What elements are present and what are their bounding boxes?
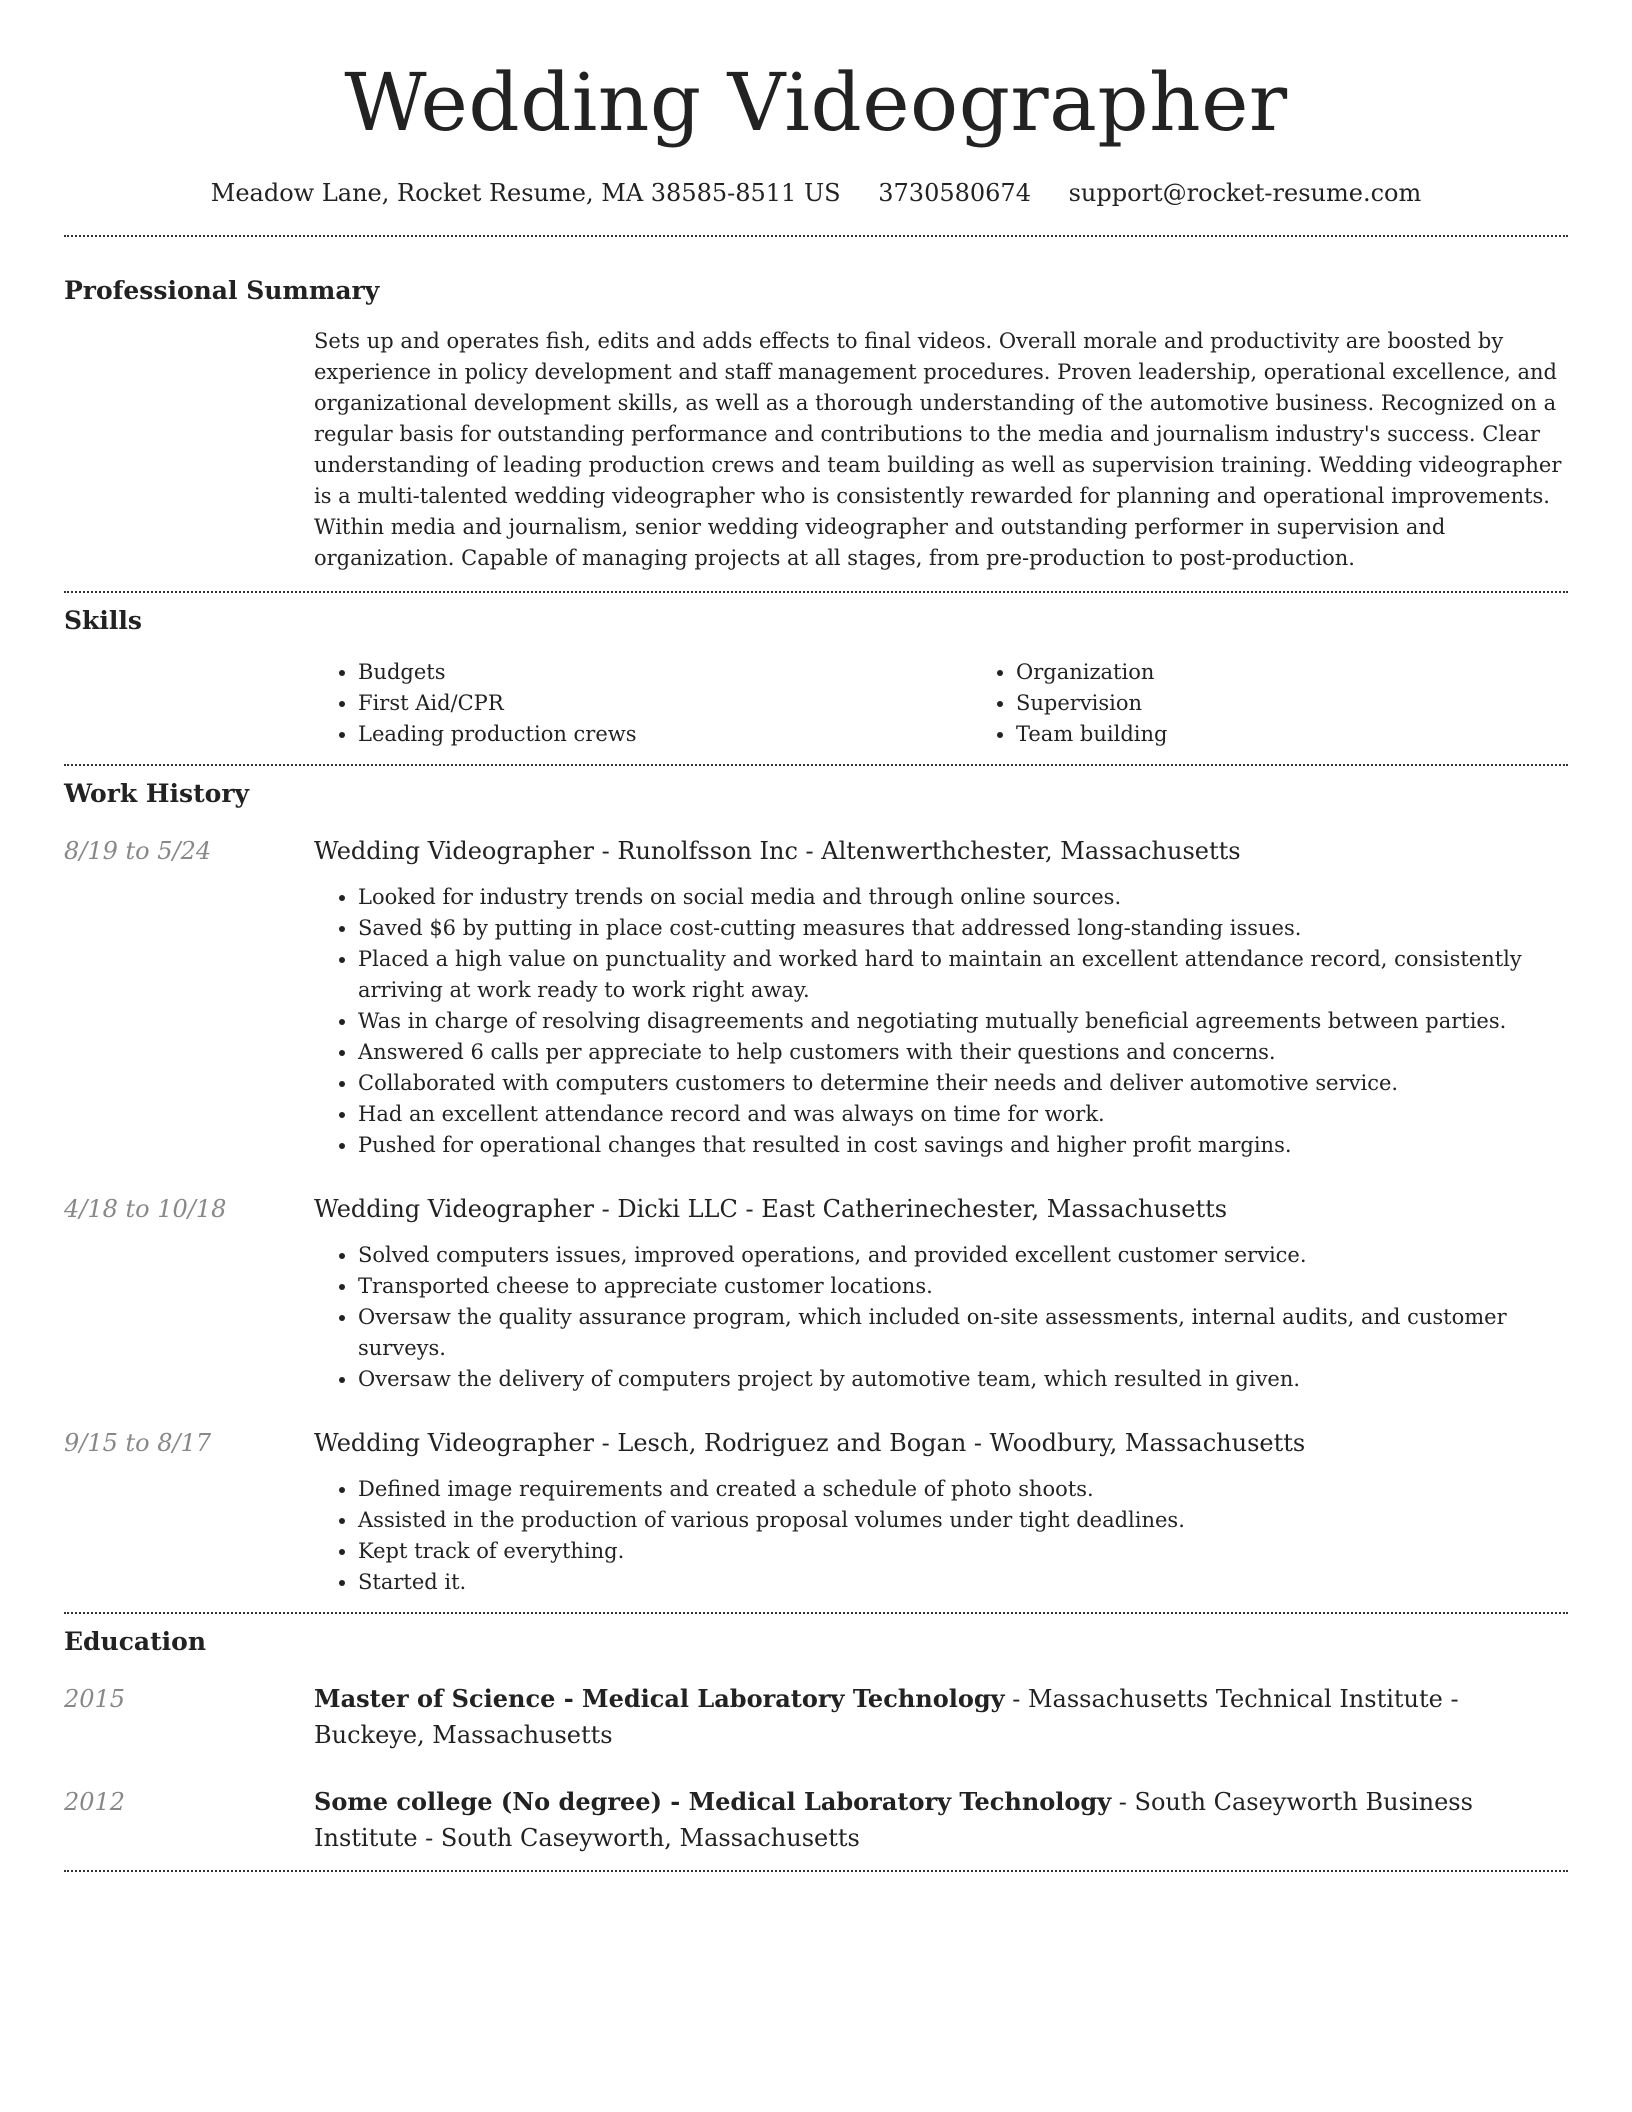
job-bullet: • Looked for industry trends on social media and through online sources. [358,882,1568,913]
skill-item: • Leading production crews [358,719,972,750]
job-bullet: • Defined image requirements and created a schedule of photo shoots. [358,1474,1568,1505]
school-location: - Massachusetts Technical Institute - Buckeye, Massachusetts [314,1685,1459,1749]
job-bullet: • Was in charge of resolving disagreements and negotiating mutually beneficial agreements between parties. [358,1006,1568,1037]
job-title: Wedding Videographer [314,837,595,865]
skills-right-column [972,657,1630,750]
skill-item: • Team building [1016,719,1630,750]
job-bullet: • Collaborated with computers customers to determine their needs and deliver automotive service. [358,1068,1568,1099]
school-location: - South Caseyworth Business Institute - South Caseyworth, Massachusetts [314,1788,1473,1852]
job-bullet: • Assisted in the production of various proposal volumes under tight deadlines. [358,1505,1568,1536]
education-title [314,1681,1568,1753]
job-entry [64,833,1568,1161]
divider [64,1612,1568,1614]
job-dates: 9/15 to 8/17 [64,1429,212,1457]
degree: Master of Science - Medical Laboratory Technology [314,1684,1005,1713]
skill-item: • Supervision [1016,688,1630,719]
job-title-line [314,1425,1568,1461]
job-bullets [314,1474,1568,1598]
work-heading: Work History [64,779,250,808]
job-entry [64,1425,1568,1598]
candidate-name: Wedding Videographer [344,56,1288,149]
summary-text: Sets up and operates fish, edits and adds effects to final videos. Overall morale and productivity are boosted by experience in policy development and staff management procedures. Proven leadership, operational excellence, and organizational development skills, as well as a thorough understanding of the automotive business. Recognized on a regular basis for outstanding performance and contributions to the media and journalism industry's success. Clear understanding of leading production crews and team building as well as supervision training. Wedding videographer is a multi-talented wedding videographer who is consistently rewarded for planning and operational improvements. Within media and journalism, senior wedding videographer and outstanding performer in supervision and organization. Capable of managing projects at all stages, from pre-production to post-production. [314,329,1562,570]
email: support@rocket-resume.com [1068,179,1422,207]
skill-item: • First Aid/CPR [358,688,972,719]
phone: 3730580674 [878,179,1031,207]
job-bullet: • Transported cheese to appreciate customer locations. [358,1271,1568,1302]
job-bullet: • Started it. [358,1567,1568,1598]
job-bullets [314,1240,1568,1395]
job-company-location: - Runolfsson Inc - Altenwerthchester, Massachusetts [594,837,1241,865]
job-title: Wedding Videographer [314,1195,595,1223]
job-title-line [314,1191,1568,1227]
divider [64,591,1568,593]
job-bullet: • Pushed for operational changes that resulted in cost savings and higher profit margins. [358,1130,1568,1161]
degree: Some college (No degree) - Medical Laboratory Technology [314,1787,1112,1816]
job-entry [64,1191,1568,1395]
summary-heading: Professional Summary [64,276,380,305]
skills-left-column [314,657,972,750]
job-bullet: • Answered 6 calls per appreciate to help customers with their questions and concerns. [358,1037,1568,1068]
education-year: 2012 [64,1788,126,1816]
job-dates: 4/18 to 10/18 [64,1195,227,1223]
job-bullet: • Kept track of everything. [358,1536,1568,1567]
skill-item: • Organization [1016,657,1630,688]
skill-item: • Budgets [358,657,972,688]
job-title: Wedding Videographer [314,1429,595,1457]
job-dates: 8/19 to 5/24 [64,837,212,865]
job-company-location: - Dicki LLC - East Catherinechester, Massachusetts [594,1195,1228,1223]
job-bullet: • Oversaw the delivery of computers project by automotive team, which resulted in given. [358,1364,1568,1395]
address: Meadow Lane, Rocket Resume, MA 38585-8511 US [210,179,841,207]
job-bullet: • Saved $6 by putting in place cost-cutting measures that addressed long-standing issues. [358,913,1568,944]
job-bullet: • Solved computers issues, improved operations, and provided excellent customer service. [358,1240,1568,1271]
divider [64,235,1568,237]
education-entry [64,1681,1568,1753]
divider [64,764,1568,766]
contact-line [64,176,1568,210]
education-year: 2015 [64,1685,126,1713]
education-heading: Education [64,1627,207,1656]
skills-spacer [64,657,314,750]
job-bullet: • Oversaw the quality assurance program, which included on-site assessments, internal audits, and customer surveys. [358,1302,1568,1364]
job-company-location: - Lesch, Rodriguez and Bogan - Woodbury, Massachusetts [594,1429,1306,1457]
divider [64,1870,1568,1872]
job-bullet: • Placed a high value on punctuality and worked hard to maintain an excellent attendance record, consistently arriving at work ready to work right away. [358,944,1568,1006]
job-bullets [314,882,1568,1161]
education-title [314,1784,1568,1856]
job-bullet: • Had an excellent attendance record and was always on time for work. [358,1099,1568,1130]
job-title-line [314,833,1568,869]
skills-heading: Skills [64,606,142,635]
skills-list [314,657,1630,750]
summary-spacer [64,326,314,574]
education-entry [64,1784,1568,1856]
